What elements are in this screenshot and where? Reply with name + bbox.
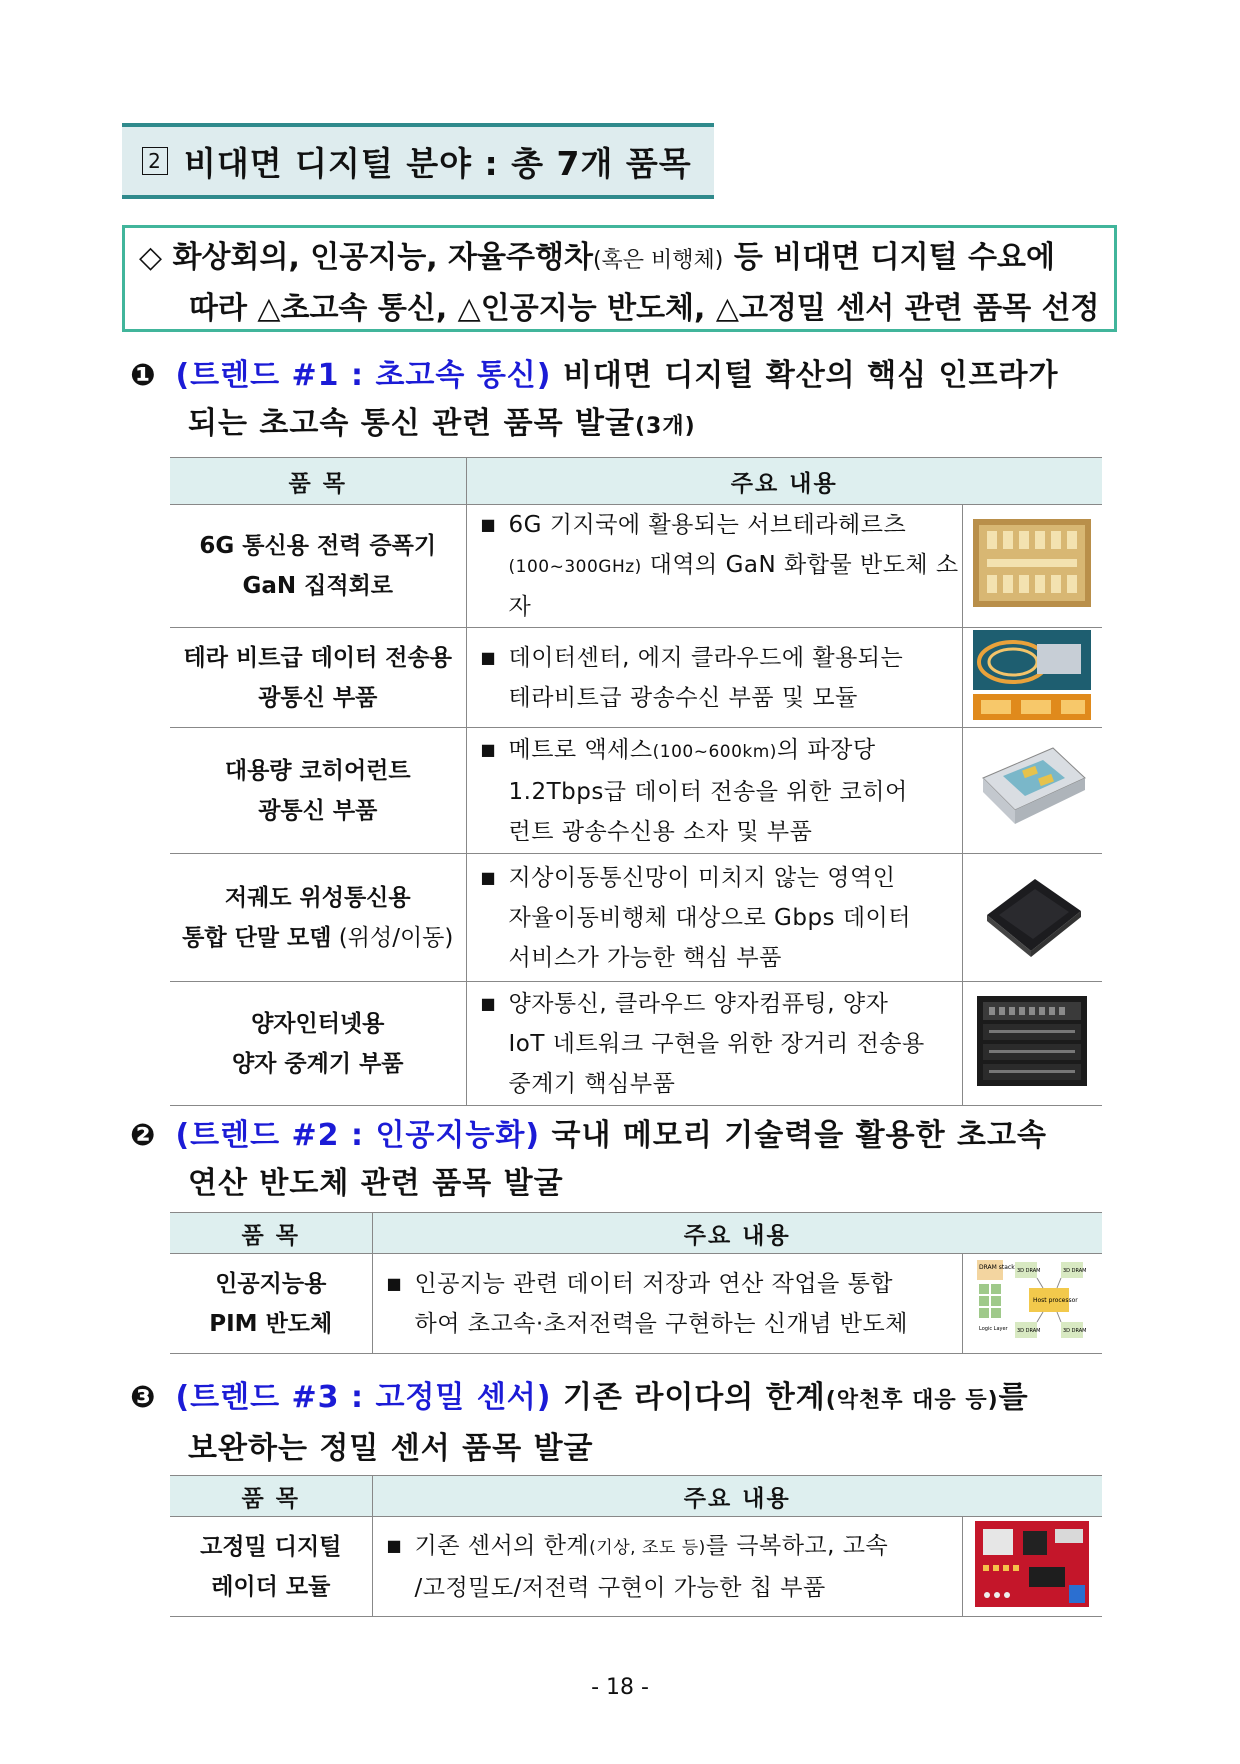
header-content: 주요 내용: [372, 1476, 1102, 1517]
section-title-box: [122, 123, 714, 199]
svg-text:DRAM stack: DRAM stack: [979, 1263, 1015, 1271]
item-name: 6G 통신용 전력 증폭기 GaN 집적회로: [170, 505, 466, 628]
item-name: 대용량 코히어런트 광통신 부품: [170, 728, 466, 854]
modem-chip-image: [962, 854, 1102, 982]
table-row: [170, 628, 1102, 728]
trend-2-label: (트렌드 #2 : 인공지능화): [175, 1118, 541, 1153]
item-desc: ■ 기존 센서의 한계(기상, 조도 등)를 극복하고, 고속 /고정밀도/저전력 구현이 가능한 칩 부품: [372, 1517, 962, 1617]
trend-1-heading: [130, 352, 1120, 451]
section-title: 비대면 디지털 분야 : 총 7개 품목: [184, 143, 692, 183]
trend-3-label: (트렌드 #3 : 고정밀 센서): [175, 1380, 552, 1415]
item-name: 인공지능용 PIM 반도체: [170, 1254, 372, 1354]
item-name: 저궤도 위성통신용 통합 단말 모뎀 (위성/이동): [170, 854, 466, 982]
trend-1-count: (3개): [634, 414, 696, 439]
table-header-row: [170, 458, 1102, 505]
pim-diagram-image: [962, 1254, 1102, 1354]
optical-module-image: [962, 628, 1102, 728]
table-row: [170, 505, 1102, 628]
item-name: 고정밀 디지털 레이더 모듈: [170, 1517, 372, 1617]
gan-chip-image: [962, 505, 1102, 628]
summary-box: [122, 225, 1117, 332]
table-row: [170, 1517, 1102, 1617]
table-row: [170, 854, 1102, 982]
item-desc: ■ 지상이동통신망이 미치지 않는 영역인 자율이동비행체 대상으로 Gbps 데이터 서비스가 가능한 핵심 부품: [466, 854, 962, 982]
summary-line-2: 따라 △초고속 통신, △인공지능 반도체, △고정밀 센서 관련 품목 선정: [189, 291, 1100, 326]
table-header-row: [170, 1476, 1102, 1517]
trend-2-text: 국내 메모리 기술력을 활용한 초고속: [540, 1118, 1047, 1153]
bullet-icon: ■: [480, 867, 497, 887]
repeater-rack-image: [962, 982, 1102, 1106]
table-trend-2: [170, 1212, 1102, 1354]
radar-board-image: [962, 1517, 1102, 1617]
item-name: 테라 비트급 데이터 전송용 광통신 부품: [170, 628, 466, 728]
item-desc: ■ 인공지능 관련 데이터 저장과 연산 작업을 통합 하여 초고속·초저전력을 구현하는 신개념 반도체: [372, 1254, 962, 1354]
summary-small: (혹은 비행체): [592, 248, 724, 273]
header-content: 주요 내용: [372, 1213, 1102, 1254]
bullet-icon: ■: [480, 739, 497, 759]
summary-line-1: [139, 234, 1100, 285]
table-row: [170, 982, 1102, 1106]
trend-3-heading: [130, 1374, 1120, 1473]
trend-2-text-cont: 연산 반도체 관련 품목 발굴: [188, 1166, 564, 1201]
trend-1-text-cont: 되는 초고속 통신 관련 품목 발굴: [188, 406, 635, 441]
bullet-icon: ■: [480, 993, 497, 1013]
bullet-icon: ■: [480, 647, 497, 667]
header-item: 품 목: [170, 1476, 372, 1517]
svg-text:Logic Layer: Logic Layer: [979, 1325, 1008, 1332]
item-desc: ■ 메트로 액세스(100~600km)의 파장당 1.2Tbps급 데이터 전송을 위한 코히어 런트 광송수신용 소자 및 부품: [466, 728, 962, 854]
diamond-icon: ◇: [139, 240, 163, 275]
header-content: 주요 내용: [466, 458, 1102, 505]
trend-3-small: (악천후 대응 등): [825, 1388, 999, 1413]
table-trend-1: [170, 457, 1102, 1106]
number-1-icon: ❶: [130, 358, 157, 393]
number-3-icon: ❸: [130, 1380, 157, 1415]
trend-3-text: 기존 라이다의 한계: [551, 1380, 826, 1415]
page-number: - 18 -: [591, 1675, 649, 1700]
summary-text: 화상회의, 인공지능, 자율주행차: [172, 240, 593, 275]
number-2-icon: ❷: [130, 1118, 157, 1153]
svg-text:3D DRAM: 3D DRAM: [1063, 1267, 1087, 1274]
trend-1-label: (트렌드 #1 : 초고속 통신): [175, 358, 552, 393]
bullet-icon: ■: [386, 1273, 403, 1293]
bullet-icon: ■: [480, 515, 497, 534]
trend-3-text-cont: 보완하는 정밀 센서 품목 발굴: [188, 1431, 594, 1466]
section-number: 2: [142, 147, 168, 175]
item-name: 양자인터넷용 양자 중계기 부품: [170, 982, 466, 1106]
svg-text:3D DRAM: 3D DRAM: [1063, 1327, 1087, 1334]
svg-text:3D DRAM: 3D DRAM: [1017, 1327, 1041, 1334]
table-row: [170, 1254, 1102, 1354]
item-desc: ■ 양자통신, 클라우드 양자컴퓨팅, 양자 IoT 네트워크 구현을 위한 장거리 전송용 중계기 핵심부품: [466, 982, 962, 1106]
item-desc: ■ 6G 기지국에 활용되는 서브테라헤르츠 (100~300GHz) 대역의 GaN 화합물 반도체 소자: [466, 505, 962, 628]
header-item: 품 목: [170, 1213, 372, 1254]
svg-text:Host processor: Host processor: [1033, 1296, 1079, 1304]
bullet-icon: ■: [386, 1535, 403, 1555]
svg-text:3D DRAM: 3D DRAM: [1017, 1267, 1041, 1274]
table-trend-3: [170, 1475, 1102, 1617]
table-header-row: [170, 1213, 1102, 1254]
header-item: 품 목: [170, 458, 466, 505]
item-desc: ■ 데이터센터, 에지 클라우드에 활용되는 테라비트급 광송수신 부품 및 모듈: [466, 628, 962, 728]
summary-text-end: 등 비대면 디지털 수요에: [723, 240, 1055, 275]
trend-3-text-end: 를: [998, 1380, 1029, 1415]
table-row: [170, 728, 1102, 854]
coherent-module-image: [962, 728, 1102, 854]
trend-1-text: 비대면 디지털 확산의 핵심 인프라가: [551, 358, 1059, 393]
trend-2-heading: [130, 1112, 1120, 1208]
